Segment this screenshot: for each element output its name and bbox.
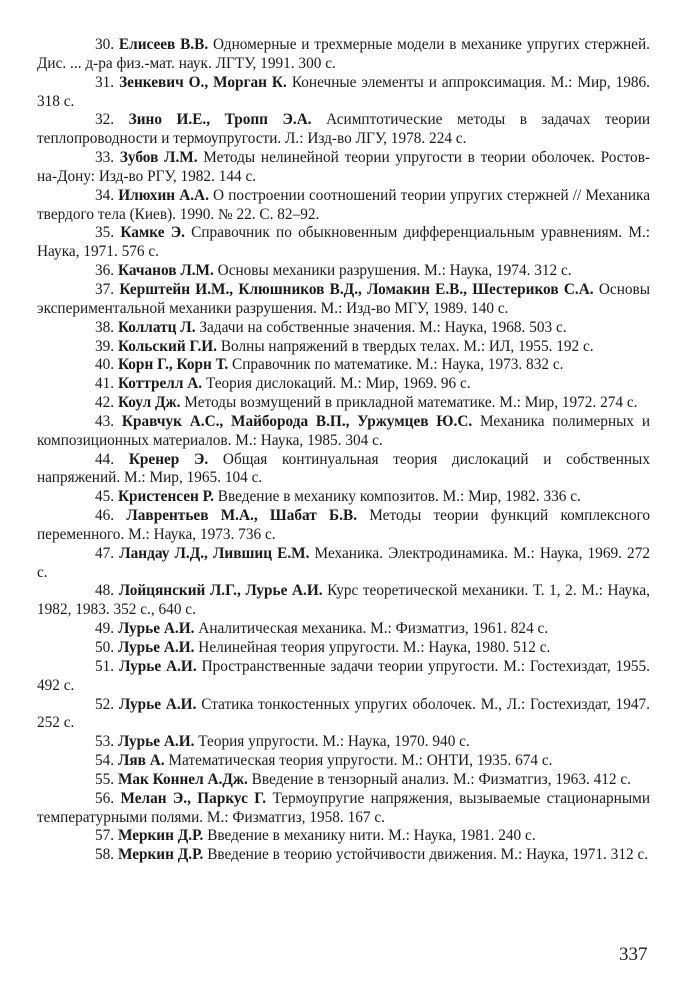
reference-text: Теория дислокаций. М.: Мир, 1969. 96 с. [205,375,471,393]
reference-entry [37,696,650,734]
reference-author: Кольский Г.И. [117,337,218,355]
reference-number: 36. [95,262,115,280]
reference-text: Термоупругие напряжения, вызываемые стационарными температурными полями. М.: Физматгиз, 1958. 167 с. [37,789,651,826]
reference-number: 46. [95,507,115,525]
reference-text: Механика. Электродинамика. М.: Наука, 1969. 272 с. [37,544,651,581]
reference-author: Коул Дж. [117,394,181,412]
reference-text: Пространственные задачи теории упругости. М.: Гостехиздат, 1955. 492 с. [37,657,650,694]
reference-author: Лурье А.И. [119,657,197,675]
reference-number: 48. [95,582,115,600]
reference-entry [37,413,650,451]
reference-author: Кренер Э. [128,450,209,468]
reference-list [37,36,650,865]
reference-entry [37,319,650,338]
reference-entry [37,620,650,639]
reference-number: 30. [95,36,115,53]
reference-text: Одномерные и трехмерные модели в механике упругих стержней. Дис. ... д-ра физ.-мат. наук. ЛГТУ, 1991. 300 с. [37,36,650,72]
reference-number: 58. [95,846,115,864]
reference-entry [37,36,650,74]
reference-author: Илюхин А.А. [118,186,209,204]
reference-text: Асимптотические методы в задачах теории теплопроводности и термоупругости. Л.: Изд-во ЛГУ, 1978. 224 с. [37,111,651,148]
reference-author: Лурье А.И. [118,695,197,713]
reference-author: Лурье А.И. [117,733,195,751]
reference-author: Лаврентьев М.А., Шабат Б.В. [126,507,358,525]
reference-text: Методы теории функций комплексного переменного. М.: Наука, 1973. 736 с. [37,507,651,543]
reference-entry [37,224,650,262]
reference-entry [37,394,650,413]
reference-author: Ляв А. [117,752,165,770]
reference-entry [37,262,650,281]
reference-author: Керштейн И.М., Клюшников В.Д., Ломакин Е.В., Шестериков С.А. [119,280,594,298]
reference-number: 41. [95,375,115,393]
reference-text: Задачи на собственные значения. М.: Наука, 1968. 503 с. [199,318,567,336]
reference-text: Введение в механику композитов. М.: Мир, 1982. 336 с. [217,488,581,506]
reference-author: Меркин Д.Р. [117,846,204,864]
reference-text: Основы экспериментальной механики разрушения. М.: Изд-во МГУ, 1989. 140 с. [37,280,651,317]
reference-number: 33. [95,149,115,167]
reference-number: 32. [95,111,115,129]
reference-entry [37,733,650,752]
reference-number: 35. [95,224,115,242]
reference-number: 56. [95,789,115,807]
reference-text: Статика тонкостенных упругих оболочек. М., Л.: Гостехиздат, 1947. 252 с. [37,695,650,732]
reference-text: Общая континуальная теория дислокаций и собственных напряжений. М.: Мир, 1965. 104 с. [37,450,650,487]
reference-entry [37,507,650,545]
reference-author: Кристенсен Р. [117,488,214,506]
reference-number: 38. [95,318,115,336]
reference-author: Мак Коннел А.Дж. [117,770,248,788]
reference-author: Зубов Л.М. [119,149,198,167]
reference-author: Корн Г., Корн Т. [117,356,229,374]
reference-text: Волны напряжений в твердых телах. М.: ИЛ, 1955. 192 с. [220,337,594,355]
reference-text: Аналитическая механика. М.: Физматгиз, 1961. 824 с. [198,620,549,638]
reference-text: Конечные элементы и аппроксимация. М.: Мир, 1986. 318 с. [37,73,650,110]
reference-number: 55. [95,770,115,788]
reference-entry [37,74,650,112]
reference-text: Введение в тензорный анализ. М.: Физматгиз, 1963. 412 с. [251,770,631,788]
reference-entry [37,375,650,394]
reference-entry [37,582,650,620]
reference-author: Елисеев В.В. [118,36,209,53]
reference-number: 40. [95,356,115,374]
reference-number: 53. [95,733,115,751]
reference-author: Лойцянский Л.Г., Лурье А.И. [118,582,323,600]
reference-text: Механика полимерных и композиционных материалов. М.: Наука, 1985. 304 с. [37,412,651,449]
reference-text: Справочник по математике. М.: Наука, 1973. 832 с. [232,356,564,374]
reference-number: 39. [95,337,115,355]
reference-text: Справочник по обыкновенным дифференциальным уравнениям. М.: Наука, 1971. 576 с. [37,224,650,261]
reference-author: Лурье А.И. [117,639,195,656]
reference-entry [37,187,650,225]
reference-text: Введение в механику нити. М.: Наука, 1981. 240 с. [207,827,536,845]
reference-entry [37,639,650,658]
reference-entry [37,149,650,187]
reference-author: Качанов Л.М. [117,262,214,280]
reference-text: Введение в теорию устойчивости движения. М.: Наука, 1971. 312 с. [207,846,649,864]
reference-text: Математическая теория упругости. М.: ОНТИ, 1935. 674 с. [168,752,553,770]
reference-entry [37,771,650,790]
reference-number: 50. [95,639,115,656]
reference-text: Курс теоретической механики. Т. 1, 2. М.: Наука, 1982, 1983. 352 с., 640 с. [37,582,650,619]
reference-author: Лурье А.И. [117,620,195,638]
reference-number: 34. [95,186,115,204]
reference-number: 31. [95,73,115,91]
reference-entry [37,281,650,319]
reference-entry [37,846,650,865]
reference-number: 44. [95,450,115,468]
reference-number: 45. [95,488,115,506]
reference-entry [37,545,650,583]
reference-text: Методы возмущений в прикладной математике. М.: Мир, 1972. 274 с. [184,394,638,412]
reference-entry [37,658,650,696]
reference-author: Камке Э. [120,224,185,242]
reference-text: Нелинейная теория упругости. М.: Наука, 1980. 512 с. [198,639,551,656]
reference-number: 47. [95,544,115,562]
reference-entry [37,752,650,771]
reference-entry [37,488,650,507]
reference-author: Коллатц Л. [117,318,196,336]
reference-author: Зино И.Е., Тропп Э.А. [128,111,312,129]
reference-text: Теория упругости. М.: Наука, 1970. 940 с. [198,733,470,751]
reference-number: 54. [95,752,115,770]
reference-author: Меркин Д.Р. [117,827,204,845]
reference-author: Кравчук А.С., Майборода В.П., Уржумцев Ю.С. [121,412,473,430]
reference-text: Основы механики разрушения. М.: Наука, 1974. 312 с. [217,262,572,280]
reference-author: Мелан Э., Паркус Г. [120,789,267,807]
reference-number: 49. [95,620,115,638]
reference-text: О построении соотношений теории упругих стержней // Механика твердого тела (Киев). 1990. № 22. С. 82–92. [37,186,650,223]
reference-author: Зенкевич О., Морган К. [119,73,287,91]
reference-entry [37,790,650,828]
reference-author: Ландау Л.Д., Лившиц Е.М. [119,544,310,562]
reference-number: 57. [95,827,115,845]
reference-number: 37. [95,280,115,298]
reference-entry [37,451,650,489]
reference-author: Коттрелл А. [117,375,203,393]
reference-number: 51. [95,657,115,675]
reference-text: Методы нелинейной теории упругости в теории оболочек. Ростов-на-Дону: Изд-во РГУ, 1982. 144 с. [37,149,651,185]
reference-entry [37,111,650,149]
reference-number: 42. [95,394,115,412]
reference-entry [37,338,650,357]
page-number: 337 [619,944,648,965]
reference-number: 52. [95,695,115,713]
reference-number: 43. [95,412,115,430]
reference-entry [37,356,650,375]
reference-entry [37,827,650,846]
